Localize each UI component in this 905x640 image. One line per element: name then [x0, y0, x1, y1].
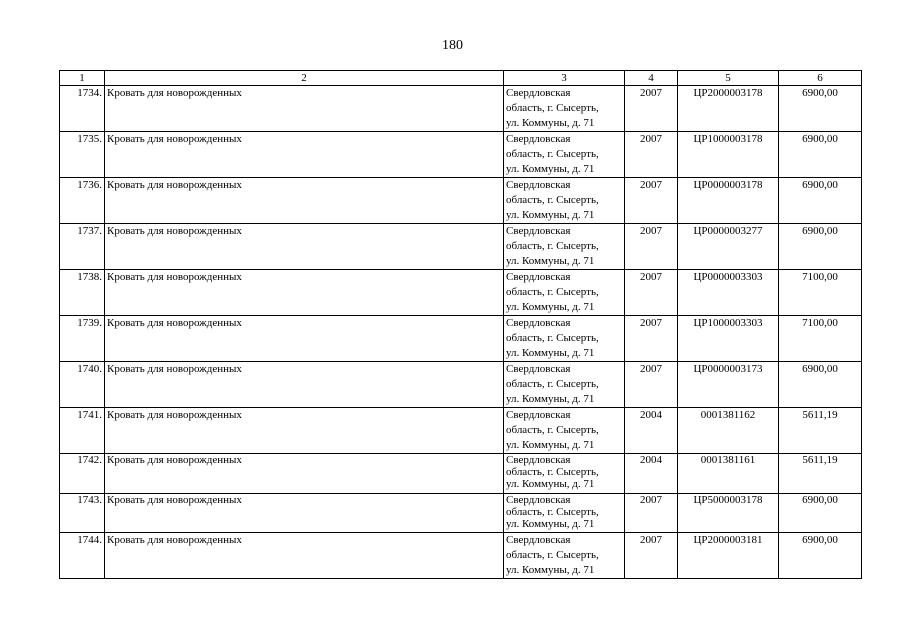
address-line: область, г. Сысерть, [506, 424, 599, 436]
address-line: Свердловская [506, 454, 571, 466]
item-name-cell: Кровать для новорожденных [105, 408, 504, 454]
address-line: Свердловская [506, 534, 571, 546]
item-name-cell: Кровать для новорожденных [105, 178, 504, 224]
column-header-3: 3 [504, 71, 625, 86]
address-cell [504, 132, 625, 178]
address-cell [504, 533, 625, 579]
inventory-number-cell: ЦР2000003178 [678, 86, 779, 132]
address-line: область, г. Сысерть, [506, 194, 599, 206]
table-row [60, 494, 862, 533]
address-line: Свердловская [506, 317, 571, 329]
address-cell [504, 362, 625, 408]
table-row [60, 408, 862, 454]
item-name-cell: Кровать для новорожденных [105, 533, 504, 579]
column-header-1: 1 [60, 71, 105, 86]
address-line: ул. Коммуны, д. 71 [506, 255, 595, 267]
year-cell: 2007 [625, 224, 678, 270]
address-line: ул. Коммуны, д. 71 [506, 347, 595, 359]
address-line: ул. Коммуны, д. 71 [506, 209, 595, 221]
address-line: ул. Коммуны, д. 71 [506, 564, 595, 576]
row-number-cell: 1739. [60, 316, 105, 362]
address-line: Свердловская [506, 133, 571, 145]
cost-cell: 6900,00 [779, 224, 862, 270]
table-row [60, 362, 862, 408]
table-row [60, 178, 862, 224]
address-line: Свердловская [506, 87, 571, 99]
address-line: ул. Коммуны, д. 71 [506, 163, 595, 175]
row-number-cell: 1743. [60, 494, 105, 533]
cost-cell: 5611,19 [779, 408, 862, 454]
year-cell: 2007 [625, 270, 678, 316]
page-number: 180 [442, 38, 463, 53]
address-cell [504, 494, 625, 533]
year-cell: 2004 [625, 454, 678, 494]
address-line: ул. Коммуны, д. 71 [506, 439, 595, 451]
address-cell [504, 178, 625, 224]
year-cell: 2007 [625, 533, 678, 579]
inventory-number-cell: 0001381161 [678, 454, 779, 494]
row-number-cell: 1735. [60, 132, 105, 178]
address-cell [504, 270, 625, 316]
table-row [60, 270, 862, 316]
row-number-cell: 1740. [60, 362, 105, 408]
inventory-number-cell: 0001381162 [678, 408, 779, 454]
cost-cell: 6900,00 [779, 132, 862, 178]
address-line: Свердловская [506, 179, 571, 191]
address-line: ул. Коммуны, д. 71 [506, 518, 595, 530]
year-cell: 2007 [625, 316, 678, 362]
address-line: Свердловская [506, 225, 571, 237]
inventory-number-cell: ЦР1000003303 [678, 316, 779, 362]
year-cell: 2007 [625, 494, 678, 533]
row-number-cell: 1738. [60, 270, 105, 316]
property-registry-table [59, 70, 862, 579]
address-line: ул. Коммуны, д. 71 [506, 393, 595, 405]
row-number-cell: 1736. [60, 178, 105, 224]
item-name-cell: Кровать для новорожденных [105, 270, 504, 316]
table-row [60, 86, 862, 132]
item-name-cell: Кровать для новорожденных [105, 494, 504, 533]
address-line: Свердловская [506, 363, 571, 375]
column-header-4: 4 [625, 71, 678, 86]
item-name-cell: Кровать для новорожденных [105, 454, 504, 494]
item-name-cell: Кровать для новорожденных [105, 316, 504, 362]
row-number-cell: 1742. [60, 454, 105, 494]
cost-cell: 7100,00 [779, 316, 862, 362]
item-name-cell: Кровать для новорожденных [105, 362, 504, 408]
inventory-number-cell: ЦР0000003303 [678, 270, 779, 316]
item-name-cell: Кровать для новорожденных [105, 132, 504, 178]
cost-cell: 6900,00 [779, 533, 862, 579]
inventory-number-cell: ЦР5000003178 [678, 494, 779, 533]
row-number-cell: 1734. [60, 86, 105, 132]
inventory-number-cell: ЦР2000003181 [678, 533, 779, 579]
address-line: ул. Коммуны, д. 71 [506, 117, 595, 129]
row-number-cell: 1741. [60, 408, 105, 454]
address-line: область, г. Сысерть, [506, 102, 599, 114]
address-cell [504, 316, 625, 362]
address-line: область, г. Сысерть, [506, 240, 599, 252]
address-line: Свердловская [506, 409, 571, 421]
cost-cell: 6900,00 [779, 178, 862, 224]
address-line: ул. Коммуны, д. 71 [506, 301, 595, 313]
column-header-5: 5 [678, 71, 779, 86]
cost-cell: 6900,00 [779, 86, 862, 132]
address-line: область, г. Сысерть, [506, 549, 599, 561]
address-cell [504, 224, 625, 270]
inventory-number-cell: ЦР0000003178 [678, 178, 779, 224]
table-row [60, 533, 862, 579]
address-line: ул. Коммуны, д. 71 [506, 478, 595, 490]
table-row [60, 132, 862, 178]
address-line: Свердловская [506, 494, 571, 506]
cost-cell: 6900,00 [779, 494, 862, 533]
cost-cell: 6900,00 [779, 362, 862, 408]
year-cell: 2007 [625, 362, 678, 408]
inventory-number-cell: ЦР0000003173 [678, 362, 779, 408]
address-cell [504, 86, 625, 132]
row-number-cell: 1737. [60, 224, 105, 270]
column-header-2: 2 [105, 71, 504, 86]
item-name-cell: Кровать для новорожденных [105, 224, 504, 270]
table-row [60, 224, 862, 270]
year-cell: 2004 [625, 408, 678, 454]
address-line: область, г. Сысерть, [506, 506, 599, 518]
address-line: область, г. Сысерть, [506, 332, 599, 344]
column-number-header-row [60, 71, 862, 86]
column-header-6: 6 [779, 71, 862, 86]
table-row [60, 454, 862, 494]
address-line: область, г. Сысерть, [506, 466, 599, 478]
address-cell [504, 408, 625, 454]
cost-cell: 7100,00 [779, 270, 862, 316]
table-row [60, 316, 862, 362]
inventory-number-cell: ЦР0000003277 [678, 224, 779, 270]
cost-cell: 5611,19 [779, 454, 862, 494]
address-line: область, г. Сысерть, [506, 378, 599, 390]
row-number-cell: 1744. [60, 533, 105, 579]
year-cell: 2007 [625, 178, 678, 224]
address-line: область, г. Сысерть, [506, 286, 599, 298]
year-cell: 2007 [625, 86, 678, 132]
address-cell [504, 454, 625, 494]
year-cell: 2007 [625, 132, 678, 178]
item-name-cell: Кровать для новорожденных [105, 86, 504, 132]
inventory-number-cell: ЦР1000003178 [678, 132, 779, 178]
address-line: область, г. Сысерть, [506, 148, 599, 160]
address-line: Свердловская [506, 271, 571, 283]
